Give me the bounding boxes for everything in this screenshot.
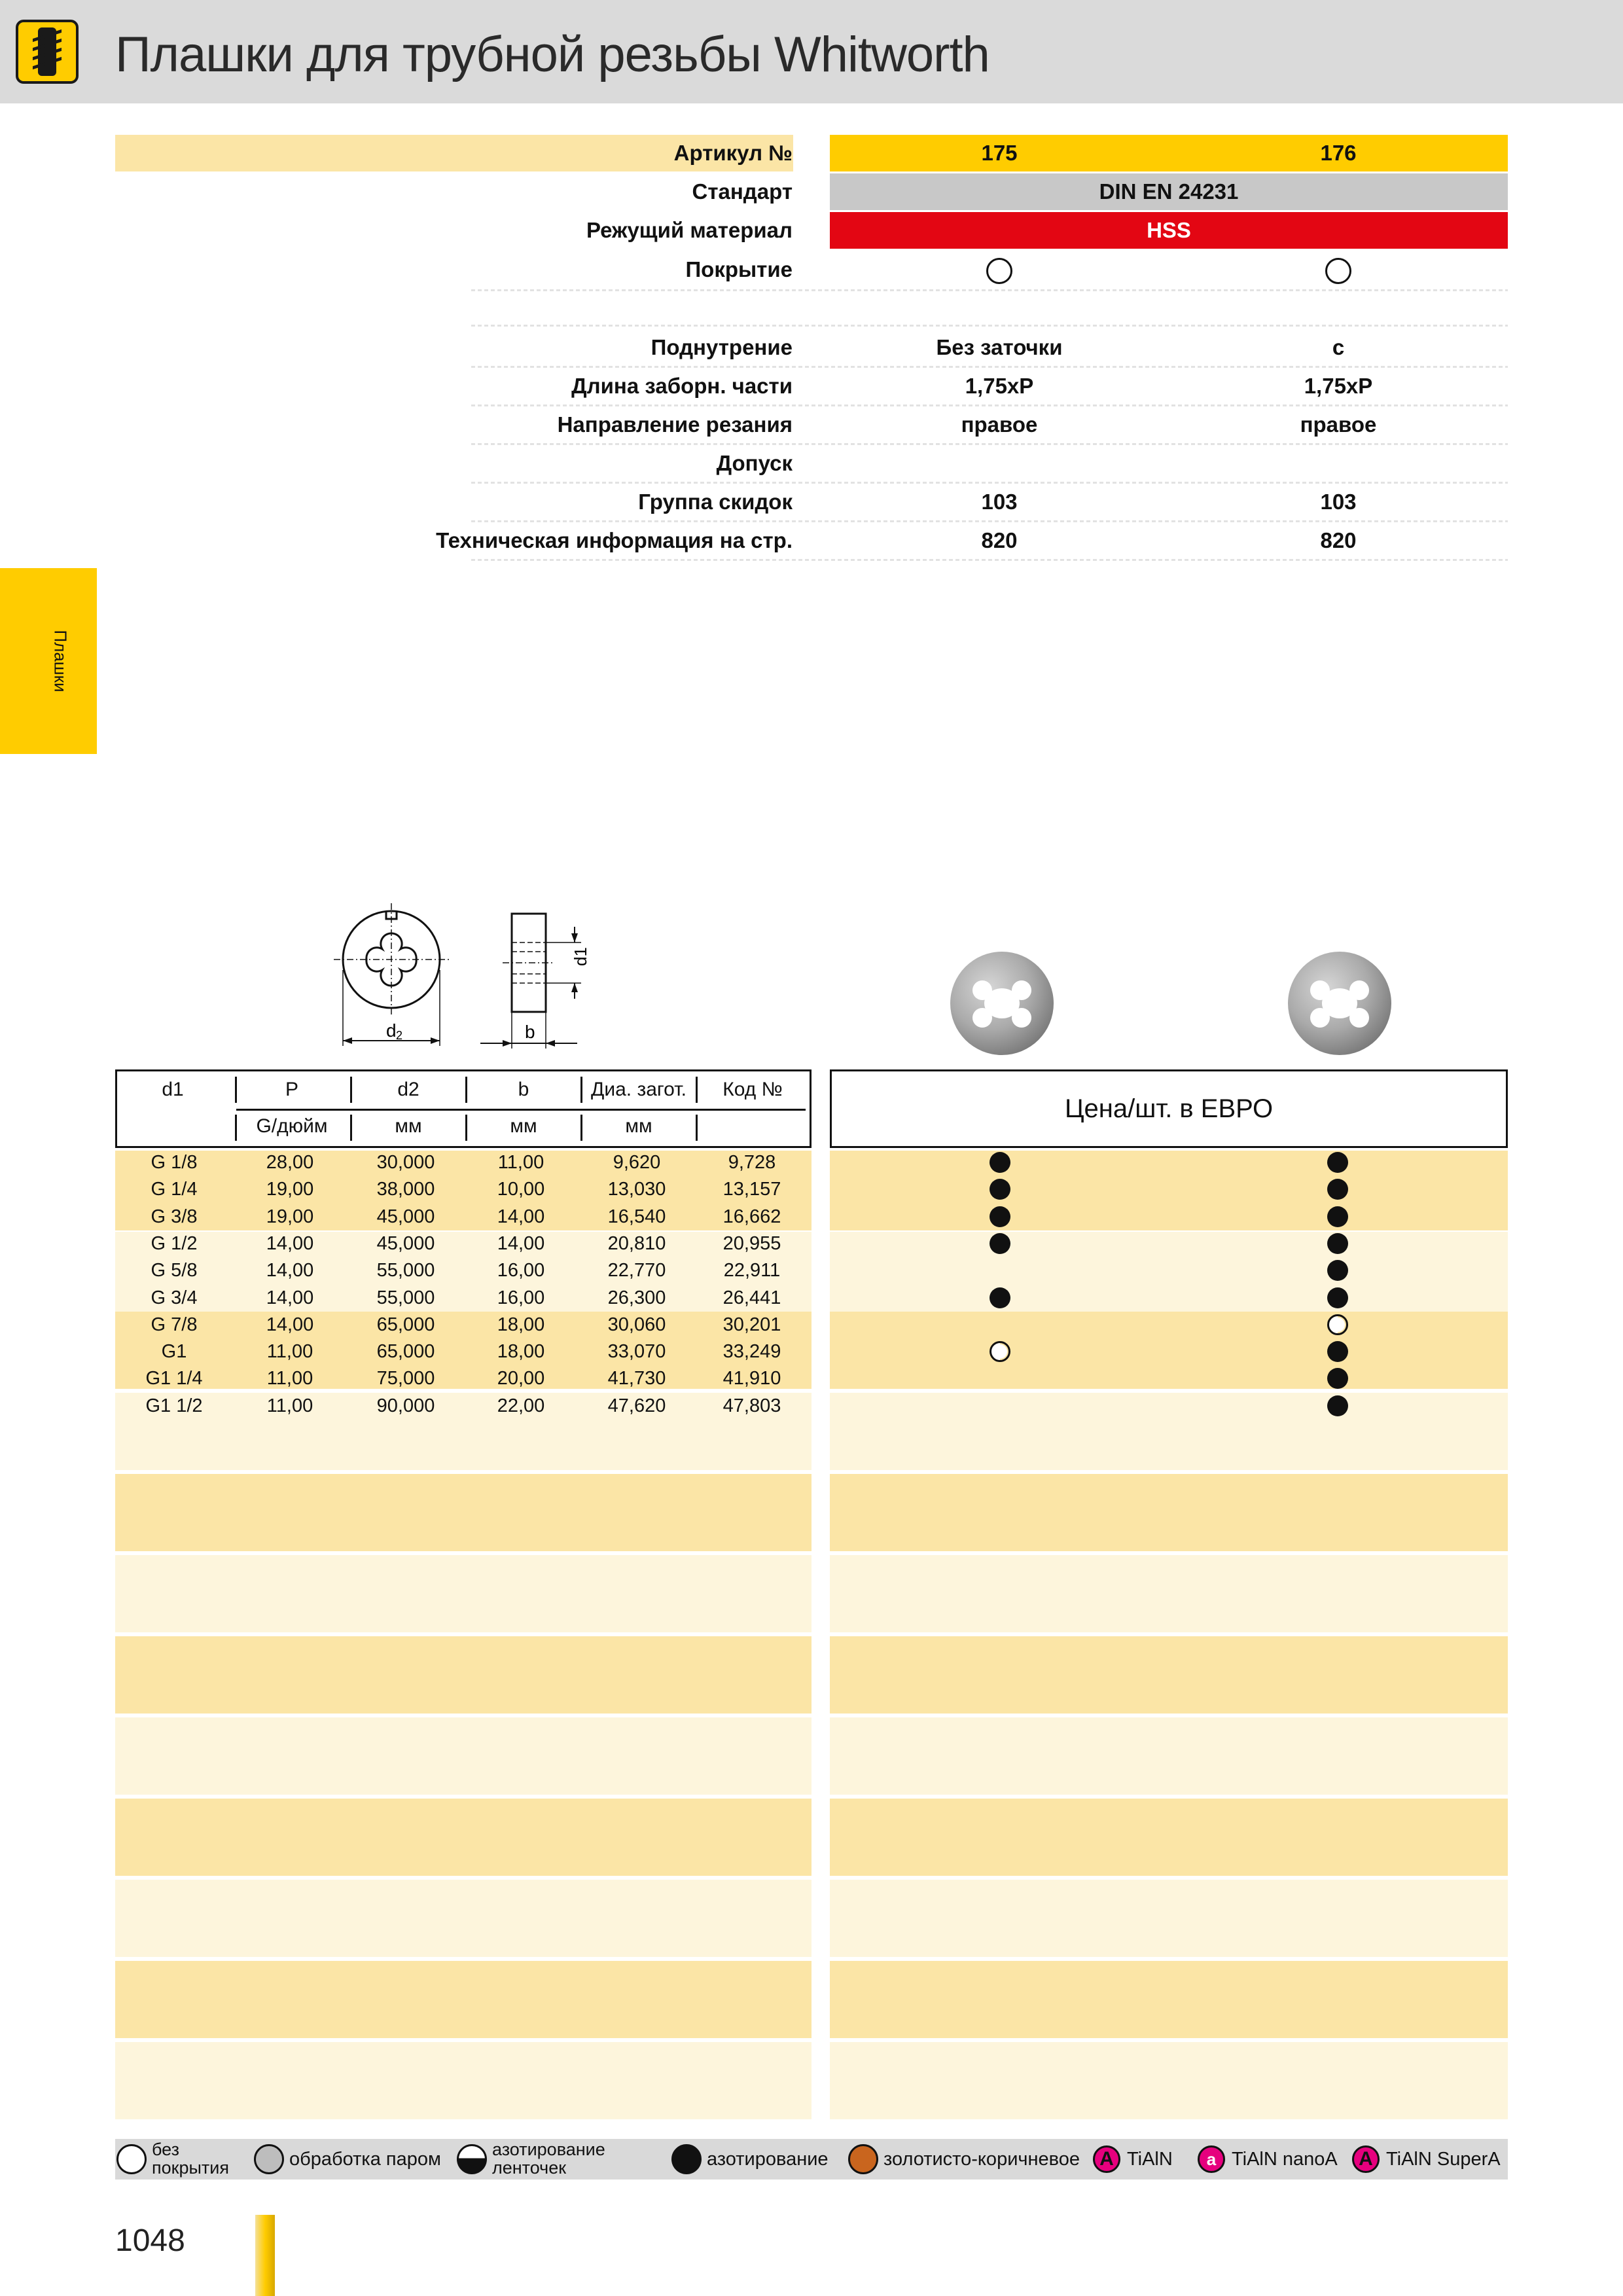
col-sep (350, 1115, 352, 1141)
available-icon (1327, 1287, 1348, 1308)
svg-text:2: 2 (396, 1029, 403, 1042)
cell-d1: G 1/8 (151, 1152, 198, 1173)
divider (471, 325, 1508, 327)
cell-b: 20,00 (497, 1368, 545, 1390)
table-band (115, 1474, 812, 1551)
discount-176: 103 (1320, 490, 1357, 514)
col-code: Код № (722, 1079, 783, 1100)
cell-dia: 9,620 (613, 1152, 661, 1173)
table-band (830, 1555, 1508, 1632)
col-sep (580, 1077, 582, 1103)
cell-d2: 75,000 (376, 1368, 435, 1390)
tialn-super-icon: A (1352, 2145, 1380, 2173)
discount-label: Группа скидок (638, 490, 793, 514)
cell-code: 9,728 (728, 1152, 776, 1173)
cell-dia: 41,730 (607, 1368, 666, 1390)
col-sep (235, 1077, 237, 1103)
side-tab-label: Плашки (50, 630, 71, 692)
legend-gold-label: золотисто-коричневое (883, 2149, 1080, 2170)
techinfo-176: 820 (1320, 528, 1357, 552)
cell-d1: G 5/8 (151, 1260, 198, 1282)
table-band (830, 1799, 1508, 1876)
cell-b: 16,00 (497, 1287, 545, 1308)
cell-p: 19,00 (266, 1206, 314, 1227)
material-value: HSS (1147, 218, 1191, 242)
b-label: b (525, 1022, 535, 1042)
available-icon (1327, 1260, 1348, 1281)
cell-dia: 22,770 (607, 1260, 666, 1282)
price-header (830, 1069, 1508, 1148)
footer-accent-bar (255, 2215, 275, 2296)
col-sep (696, 1115, 698, 1141)
cell-dia: 30,060 (607, 1314, 666, 1335)
col-p: P (285, 1079, 298, 1100)
cell-d2: 38,000 (376, 1179, 435, 1200)
cell-b: 14,00 (497, 1232, 545, 1254)
divider (471, 559, 1508, 561)
col-d1: d1 (162, 1079, 184, 1100)
chamfer-label: Длина заборн. части (571, 374, 793, 398)
partial-availability-icon (990, 1341, 1010, 1362)
cell-dia: 33,070 (607, 1341, 666, 1363)
nitride-strip-icon (457, 2144, 487, 2174)
cell-b: 22,00 (497, 1395, 545, 1416)
table-band (115, 1555, 812, 1632)
table-band (830, 1961, 1508, 2038)
cell-p: 14,00 (266, 1287, 314, 1308)
col-blank-dia: Диа. загот. (591, 1079, 687, 1100)
page-header (0, 0, 1623, 103)
table-band (830, 1232, 1508, 1312)
cell-p: 14,00 (266, 1232, 314, 1254)
article-175: 175 (981, 141, 1018, 165)
table-band (830, 1312, 1508, 1389)
tolerance-label: Допуск (716, 451, 793, 475)
cell-b: 14,00 (497, 1206, 545, 1227)
page-title: Плашки для трубной резьбы Whitworth (115, 27, 990, 82)
table-band (115, 2042, 812, 2119)
tialn-icon: A (1093, 2145, 1120, 2173)
standard-label: Стандарт (692, 179, 793, 204)
cell-dia: 26,300 (607, 1287, 666, 1308)
cell-p: 11,00 (266, 1395, 313, 1416)
steam-icon (254, 2144, 284, 2174)
legend-tialn-nano-label: TiAlN nanoA (1232, 2149, 1338, 2170)
cell-b: 16,00 (497, 1260, 545, 1282)
legend-nitride-label: азотирование (707, 2149, 829, 2170)
cell-d2: 45,000 (376, 1232, 435, 1254)
die-front-drawing (332, 898, 450, 1049)
unit-d2: мм (395, 1115, 422, 1137)
cell-code: 13,157 (722, 1179, 781, 1200)
material-label: Режущий материал (586, 218, 793, 242)
direction-175: правое (961, 412, 1038, 437)
chamfer-176: 1,75xP (1304, 374, 1373, 398)
cell-d2: 30,000 (376, 1152, 435, 1173)
legend-tialn-super-label: TiAlN SuperA (1386, 2149, 1501, 2170)
table-band (830, 1717, 1508, 1795)
available-icon (1327, 1152, 1348, 1173)
col-d2: d2 (397, 1079, 419, 1100)
direction-176: правое (1300, 412, 1377, 437)
table-band (115, 1717, 812, 1795)
cell-code: 47,803 (722, 1395, 781, 1416)
die-image-176 (1288, 952, 1391, 1055)
cell-d1: G 1/4 (151, 1179, 198, 1200)
cell-dia: 20,810 (607, 1232, 666, 1254)
legend-nitride-strip-label: азотирование ленточек (492, 2140, 605, 2178)
uncoated-icon (116, 2144, 147, 2174)
table-band (115, 1961, 812, 2038)
techinfo-label: Техническая информация на стр. (436, 528, 793, 552)
tap-logo-icon (16, 20, 79, 84)
col-sep (580, 1115, 582, 1141)
tialn-nano-icon: a (1198, 2145, 1225, 2173)
techinfo-175: 820 (981, 528, 1018, 552)
cell-d2: 90,000 (376, 1395, 435, 1416)
cell-d1: G 3/8 (151, 1206, 198, 1227)
available-icon (1327, 1395, 1348, 1416)
cell-d1: G1 (161, 1341, 187, 1363)
col-sep (235, 1115, 237, 1141)
table-band (115, 1636, 812, 1713)
table-band (830, 1474, 1508, 1551)
coating-legend (115, 2139, 1508, 2179)
page-number: 1048 (115, 2223, 185, 2258)
cell-d1: G1 1/4 (145, 1368, 203, 1390)
coating-label: Покрытие (685, 257, 793, 281)
divider (471, 289, 1508, 291)
unit-dia: мм (625, 1115, 652, 1137)
discount-175: 103 (981, 490, 1018, 514)
cell-d1: G 3/4 (151, 1287, 198, 1308)
cell-d2: 55,000 (376, 1260, 435, 1282)
available-icon (990, 1206, 1010, 1227)
undercut-176: с (1332, 335, 1345, 359)
data-table-header (115, 1069, 812, 1148)
available-icon (990, 1287, 1010, 1308)
table-band (830, 1880, 1508, 1957)
chamfer-175: 1,75xP (965, 374, 1034, 398)
cell-code: 16,662 (722, 1206, 781, 1227)
die-image-175 (950, 952, 1054, 1055)
cell-b: 18,00 (497, 1341, 545, 1363)
undercut-175: Без заточки (936, 335, 1063, 359)
partial-availability-icon (1327, 1314, 1348, 1335)
table-band (830, 2042, 1508, 2119)
unit-p: G/дюйм (256, 1115, 328, 1137)
cell-d2: 65,000 (376, 1341, 435, 1363)
legend-uncoated-label: без покрытия (152, 2140, 229, 2178)
d1-label: d1 (571, 947, 590, 966)
uncoated-176-icon (1325, 258, 1351, 284)
undercut-label: Поднутрение (651, 335, 793, 359)
cell-dia: 47,620 (607, 1395, 666, 1416)
available-icon (990, 1152, 1010, 1173)
cell-d2: 55,000 (376, 1287, 435, 1308)
d2-label: d (386, 1020, 397, 1041)
standard-value: DIN EN 24231 (1099, 179, 1239, 204)
cell-p: 11,00 (266, 1368, 313, 1390)
table-band (830, 1636, 1508, 1713)
cell-d1: G1 1/2 (145, 1395, 203, 1416)
col-b: b (518, 1079, 529, 1100)
cell-code: 30,201 (722, 1314, 781, 1335)
article-176: 176 (1320, 141, 1357, 165)
legend-steam-label: обработка паром (289, 2149, 441, 2170)
direction-label: Направление резания (557, 412, 793, 437)
table-band (830, 1151, 1508, 1230)
cell-dia: 13,030 (607, 1179, 666, 1200)
cell-p: 19,00 (266, 1179, 314, 1200)
cell-code: 26,441 (722, 1287, 781, 1308)
price-header-label: Цена/шт. в ЕВРО (1064, 1094, 1274, 1123)
cell-d2: 65,000 (376, 1314, 435, 1335)
cell-code: 22,911 (723, 1260, 781, 1282)
available-icon (1327, 1233, 1348, 1254)
col-sep (696, 1077, 698, 1103)
cell-b: 18,00 (497, 1314, 545, 1335)
cell-b: 11,00 (497, 1152, 544, 1173)
col-sep (465, 1077, 467, 1103)
available-icon (990, 1233, 1010, 1254)
legend-tialn-label: TiAlN (1127, 2149, 1173, 2170)
cell-code: 41,910 (722, 1368, 781, 1390)
cell-d1: G 7/8 (151, 1314, 198, 1335)
cell-p: 14,00 (266, 1314, 314, 1335)
cell-d2: 45,000 (376, 1206, 435, 1227)
cell-b: 10,00 (497, 1179, 545, 1200)
table-band (115, 1880, 812, 1957)
table-band (115, 1799, 812, 1876)
cell-code: 33,249 (722, 1341, 781, 1363)
col-sep (465, 1115, 467, 1141)
table-band (830, 1393, 1508, 1470)
die-side-drawing (476, 901, 594, 1051)
cell-code: 20,955 (722, 1232, 781, 1254)
cell-p: 14,00 (266, 1260, 314, 1282)
gold-icon (848, 2144, 878, 2174)
cell-p: 28,00 (266, 1152, 314, 1173)
cell-p: 11,00 (266, 1341, 313, 1363)
section-side-tab[interactable] (0, 568, 97, 754)
cell-dia: 16,540 (607, 1206, 666, 1227)
available-icon (1327, 1341, 1348, 1362)
col-sep (350, 1077, 352, 1103)
uncoated-175-icon (986, 258, 1012, 284)
article-label: Артикул № (673, 141, 793, 165)
available-icon (1327, 1206, 1348, 1227)
nitride-icon (671, 2144, 702, 2174)
unit-b: мм (510, 1115, 537, 1137)
cell-d1: G 1/2 (151, 1232, 198, 1254)
